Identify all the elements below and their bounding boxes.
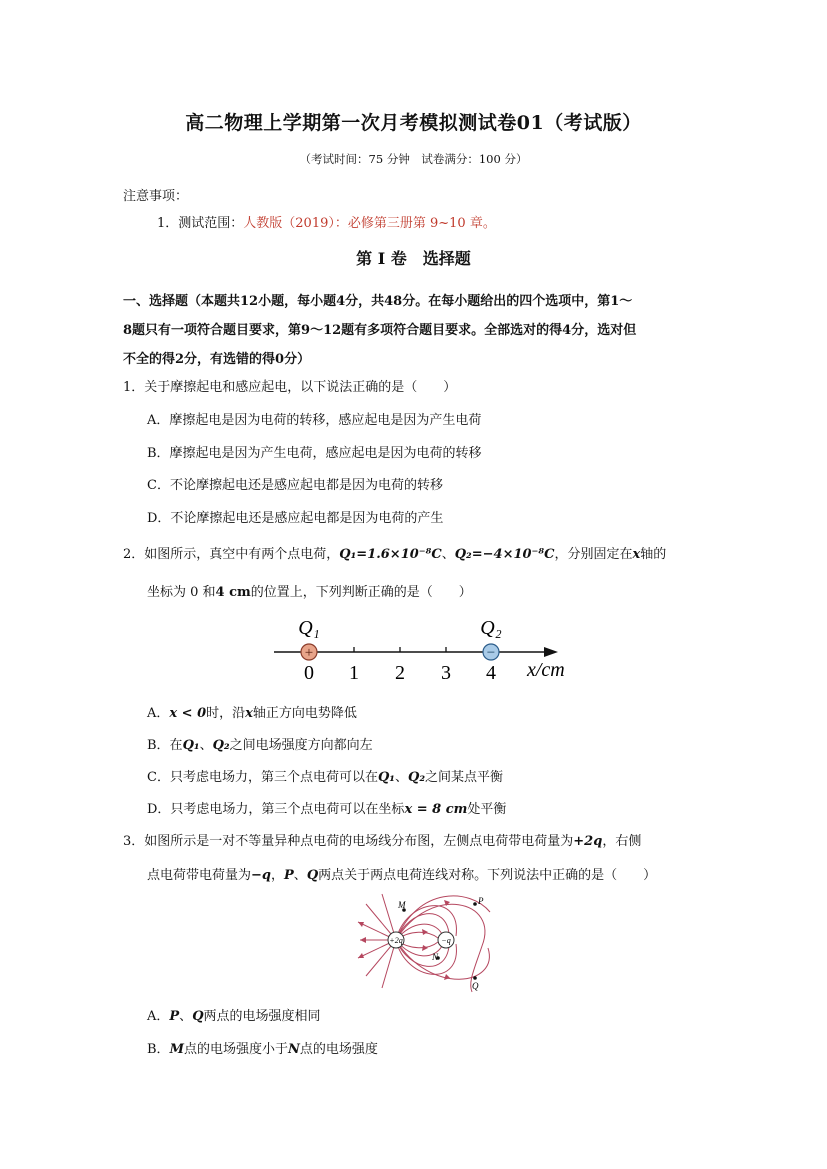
tick-label-0: 0 <box>304 662 314 684</box>
point-m-label: M <box>398 900 406 910</box>
q2-a-prefix: A． <box>147 706 170 721</box>
tick-label-2: 2 <box>395 662 405 684</box>
q3-b-m: M <box>169 1042 184 1057</box>
q1-option-a: A．摩擦起电是因为电荷的转移，感应起电是因为产生电荷 <box>147 413 482 428</box>
q2-option-c <box>147 766 503 785</box>
q2-option-a <box>147 702 357 721</box>
axis-label: x/cm <box>527 659 565 681</box>
q2-sep: 、 <box>441 547 455 562</box>
notes-item-scope: 人教版（2019）：必修第三册第 9~10 章。 <box>243 216 496 231</box>
q3-a-sep: 、 <box>179 1009 193 1024</box>
exam-info: （考试时间：75 分钟 试卷满分：100 分） <box>299 152 528 166</box>
q2-stem-a: 2．如图所示，真空中有两个点电荷， <box>123 547 340 562</box>
positive-charge-label: +2q <box>389 936 403 945</box>
q3-field-lines-figure <box>350 890 500 995</box>
q2-stem-line-2 <box>147 581 472 600</box>
q3-a-q: Q <box>192 1009 204 1024</box>
field-arrow <box>422 929 428 935</box>
q2-label: Q₂ <box>480 617 502 639</box>
q2-line2-b: 的位置上，下列判断正确的是（ ） <box>250 585 472 600</box>
q2-axis-figure <box>268 612 578 692</box>
q2-a-text-2: 轴正方向电势降低 <box>252 706 357 721</box>
part-one-line-3: 不全的得2分，有选错的得0分） <box>123 352 311 367</box>
q3-b-prefix: B． <box>147 1042 170 1057</box>
q2-c-q1: Q₁ <box>377 770 395 785</box>
q2-line2-a: 坐标为 0 和 <box>147 585 216 600</box>
q3-stem-line-2 <box>147 864 656 883</box>
q3-option-a <box>147 1005 321 1024</box>
q2-a-expr: x < 0 <box>169 706 207 721</box>
notes-heading: 注意事项： <box>123 189 189 204</box>
field-arrow <box>444 974 450 980</box>
field-arrow <box>422 945 428 951</box>
q2-d-prefix: D．只考虑电场力，第三个点电荷可以在坐标 <box>147 802 405 817</box>
field-arrow <box>360 937 366 943</box>
q2-b-text: 之间电场强度方向都向左 <box>229 738 373 753</box>
q1-label: Q₁ <box>298 617 320 639</box>
q3-option-b <box>147 1038 378 1057</box>
q2-stem-c: 轴的 <box>640 547 667 562</box>
q2-q2-expr: Q₂=−4×10⁻⁸C <box>454 547 555 562</box>
q3-q: Q <box>306 868 319 883</box>
q2-q1-expr: Q₁=1.6×10⁻⁸C <box>339 547 442 562</box>
q2-minus-sign: − <box>486 645 496 661</box>
q3-a-prefix: A． <box>147 1009 170 1024</box>
q2-c-text: 之间某点平衡 <box>425 770 504 785</box>
page-title: 高二物理上学期第一次月考模拟测试卷01（考试版） <box>185 112 642 134</box>
q2-a-x: x <box>245 706 253 721</box>
q3-line2-c: 两点关于两点电荷连线对称。下列说法中正确的是（ ） <box>318 868 657 883</box>
q3-b-mid: 点的电场强度小于 <box>183 1042 288 1057</box>
q3-a-text: 两点的电场强度相同 <box>203 1009 321 1024</box>
q2-b-q1: Q₁ <box>182 738 200 753</box>
q3-p: P <box>284 868 294 883</box>
q1-option-d: D．不论摩擦起电还是感应起电都是因为电荷的产生 <box>147 511 444 526</box>
q2-c-q2: Q₂ <box>408 770 426 785</box>
q2-c-prefix: C．只考虑电场力，第三个点电荷可以在 <box>147 770 378 785</box>
q2-line2-bold: 4 cm <box>215 585 251 600</box>
q3-stem <box>123 830 641 849</box>
q3-a-p: P <box>169 1009 180 1024</box>
q1-stem: 1．关于摩擦起电和感应起电，以下说法正确的是（ ） <box>123 380 457 395</box>
tick-label-1: 1 <box>349 662 359 684</box>
q1-plus-sign: + <box>304 645 314 661</box>
q3-stem-a: 3．如图所示是一对不等量异种点电荷的电场线分布图，左侧点电荷带电荷量为 <box>123 834 574 849</box>
part-one-line-1: 一、选择题（本题共12小题，每小题4分，共48分。在每小题给出的四个选项中，第1～ <box>123 294 633 309</box>
q2-x-symbol: x <box>632 547 641 562</box>
q2-option-d <box>147 798 506 817</box>
q2-b-sep: 、 <box>199 738 213 753</box>
part-one-line-2: 8题只有一项符合题目要求，第9～12题有多项符合题目要求。全部选对的得4分，选对但 <box>123 323 637 338</box>
q2-b-q2: Q₂ <box>212 738 230 753</box>
q3-sep: 、 <box>293 868 307 883</box>
point-q-label: Q <box>472 981 479 991</box>
point-p-label: P <box>478 896 484 906</box>
point-p-dot <box>473 902 477 906</box>
q2-option-b <box>147 734 373 753</box>
negative-charge-label: −q <box>441 936 451 945</box>
notes-item <box>157 212 496 231</box>
point-n-label: N <box>432 952 439 962</box>
q2-b-prefix: B．在 <box>147 738 183 753</box>
q3-minusq: −q <box>251 868 271 883</box>
field-lines <box>358 894 490 992</box>
tick-label-4: 4 <box>486 662 496 684</box>
section-title: 第 I 卷 选择题 <box>356 249 471 268</box>
q2-stem-b: ，分别固定在 <box>554 547 633 562</box>
q2-c-sep: 、 <box>394 770 408 785</box>
notes-item-prefix: 1．测试范围： <box>157 216 244 231</box>
q2-d-expr: x = 8 cm <box>404 802 468 817</box>
tick-label-3: 3 <box>441 662 451 684</box>
q3-line2-a: 点电荷带电荷量为 <box>147 868 252 883</box>
q1-option-c: C．不论摩擦起电还是感应起电都是因为电荷的转移 <box>147 478 443 493</box>
point-q-dot <box>473 976 477 980</box>
q3-b-n: N <box>287 1042 300 1057</box>
q2-d-text: 处平衡 <box>467 802 507 817</box>
x-axis-arrow <box>544 647 558 657</box>
q2-a-text: 时，沿 <box>206 706 246 721</box>
q1-option-b: B．摩擦起电是因为产生电荷，感应起电是因为电荷的转移 <box>147 446 482 461</box>
q3-plus2q: +2q <box>573 834 603 849</box>
q3-stem-b: ，右侧 <box>602 834 642 849</box>
q3-line2-b: ， <box>271 868 285 883</box>
q3-b-text: 点的电场强度 <box>299 1042 378 1057</box>
q2-stem <box>123 543 666 562</box>
